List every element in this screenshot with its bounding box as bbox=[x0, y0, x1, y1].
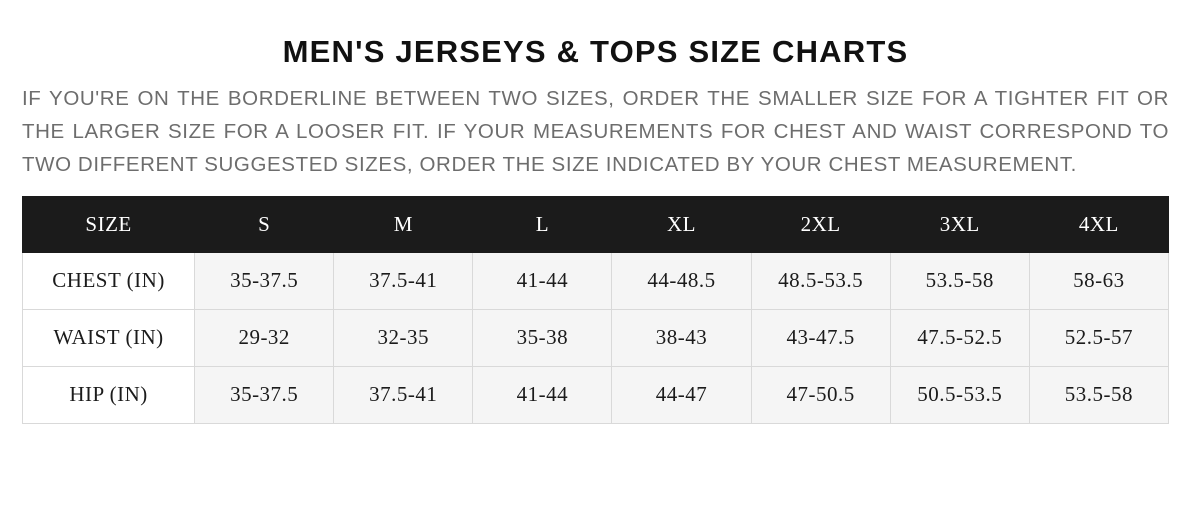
cell-waist-m: 32-35 bbox=[334, 309, 473, 366]
table-row bbox=[23, 309, 1169, 366]
size-chart-table bbox=[22, 196, 1169, 424]
cell-waist-2xl: 43-47.5 bbox=[751, 309, 890, 366]
cell-chest-m: 37.5-41 bbox=[334, 252, 473, 309]
cell-chest-3xl: 53.5-58 bbox=[890, 252, 1029, 309]
cell-waist-xl: 38-43 bbox=[612, 309, 751, 366]
cell-chest-2xl: 48.5-53.5 bbox=[751, 252, 890, 309]
cell-hip-4xl: 53.5-58 bbox=[1029, 366, 1168, 423]
cell-chest-xl: 44-48.5 bbox=[612, 252, 751, 309]
table-body bbox=[23, 252, 1169, 423]
cell-hip-s: 35-37.5 bbox=[195, 366, 334, 423]
table-row bbox=[23, 366, 1169, 423]
cell-waist-s: 29-32 bbox=[195, 309, 334, 366]
cell-waist-3xl: 47.5-52.5 bbox=[890, 309, 1029, 366]
table-row bbox=[23, 252, 1169, 309]
column-header-2xl: 2XL bbox=[751, 196, 890, 252]
cell-waist-4xl: 52.5-57 bbox=[1029, 309, 1168, 366]
row-label-hip: HIP (IN) bbox=[23, 366, 195, 423]
column-header-xl: XL bbox=[612, 196, 751, 252]
cell-waist-l: 35-38 bbox=[473, 309, 612, 366]
cell-hip-xl: 44-47 bbox=[612, 366, 751, 423]
table-header-row bbox=[23, 196, 1169, 252]
column-header-l: L bbox=[473, 196, 612, 252]
cell-chest-s: 35-37.5 bbox=[195, 252, 334, 309]
cell-hip-3xl: 50.5-53.5 bbox=[890, 366, 1029, 423]
cell-hip-m: 37.5-41 bbox=[334, 366, 473, 423]
cell-chest-l: 41-44 bbox=[473, 252, 612, 309]
row-label-waist: WAIST (IN) bbox=[23, 309, 195, 366]
cell-chest-4xl: 58-63 bbox=[1029, 252, 1168, 309]
row-label-chest: CHEST (IN) bbox=[23, 252, 195, 309]
page-title: MEN'S JERSEYS & TOPS SIZE CHARTS bbox=[282, 34, 909, 69]
intro-paragraph: IF YOU'RE ON THE BORDERLINE BETWEEN TWO SIZES, ORDER THE SMALLER SIZE FOR A TIGHTER FIT OR THE LARGER SIZE FOR A LOOSER FIT. IF YOUR MEASUREMENTS FOR CHEST AND WAIST CORRESPOND TO TWO DIFFERENT SUGGESTED SIZES, ORDER THE SIZE INDICATED BY YOUR CHEST MEASUREMENT. bbox=[22, 87, 1169, 177]
cell-hip-l: 41-44 bbox=[473, 366, 612, 423]
cell-hip-2xl: 47-50.5 bbox=[751, 366, 890, 423]
column-header-size: SIZE bbox=[23, 196, 195, 252]
column-header-4xl: 4XL bbox=[1029, 196, 1168, 252]
table-header bbox=[23, 196, 1169, 252]
column-header-3xl: 3XL bbox=[890, 196, 1029, 252]
column-header-s: S bbox=[195, 196, 334, 252]
column-header-m: M bbox=[334, 196, 473, 252]
